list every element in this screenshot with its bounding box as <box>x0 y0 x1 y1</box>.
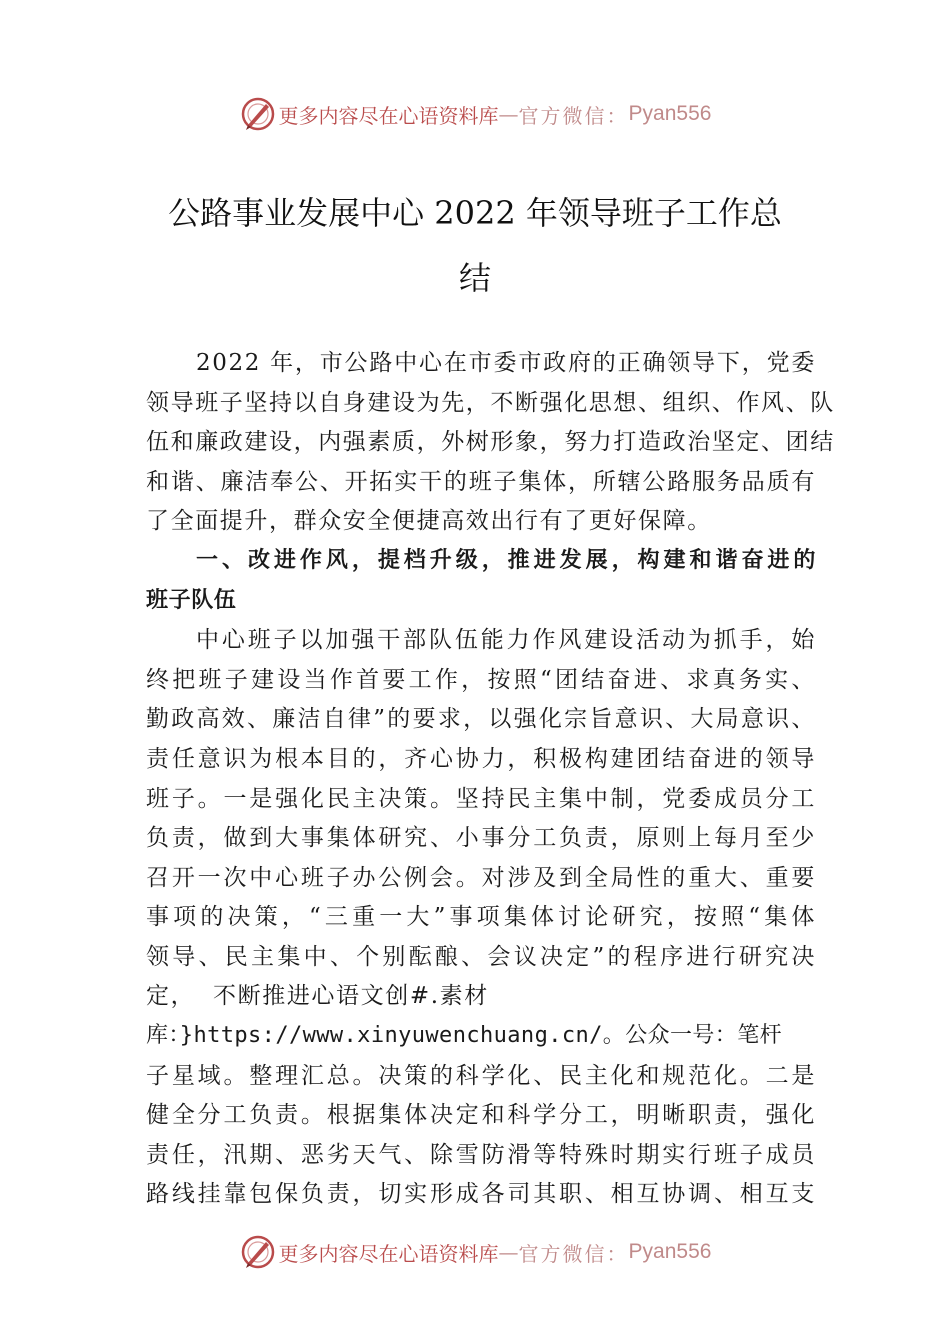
paragraph-1-line: 了全面提升，群众安全便捷高效出行有了更好保障。 <box>146 508 712 534</box>
paragraph-1-line: 和谐、廉洁奉公、开拓实干的班子集体，所辖公路服务品质有 <box>146 469 816 495</box>
paragraph-2-line: 路线挂靠包保负责，切实形成各司其职、相互协调、相互支 <box>146 1181 816 1207</box>
banner-wechat-label: 官方微信： <box>518 1241 629 1266</box>
header-banner <box>0 94 950 134</box>
paragraph-2-line: 终把班子建设当作首要工作，按照“团结奋进、求真务实、 <box>146 667 816 693</box>
banner-brand-text: 更多内容尽在心语资料库 <box>278 103 499 128</box>
paragraph-1-line: 伍和廉政建设，内强素质，外树形象，努力打造政治坚定、团结 <box>146 429 835 455</box>
paragraph-2-line: 负责，做到大事集体研究、小事分工负责，原则上每月至少 <box>146 825 816 851</box>
pen-logo-icon <box>239 1233 277 1271</box>
banner-wechat-id: Pyan556 <box>628 1240 712 1263</box>
paragraph-2-line: 定， 不断推进心语文创#.素材 <box>146 983 489 1009</box>
document-title-line-2: 结 <box>458 259 491 297</box>
pen-logo-icon <box>239 95 277 133</box>
section-heading-line: 一、改进作风，提档升级，推进发展，构建和谐奋进的 <box>196 548 816 573</box>
banner-wechat-id: Pyan556 <box>628 102 712 125</box>
section-heading-line: 班子队伍 <box>146 588 237 613</box>
document-title-line-1: 公路事业发展中心 2022 年领导班子工作总 <box>168 194 782 232</box>
paragraph-2-line: 责任，汛期、恶劣天气、除雪防滑等特殊时期实行班子成员 <box>146 1142 816 1168</box>
paragraph-2-line: 召开一次中心班子办公例会。对涉及到全局性的重大、重要 <box>146 865 816 891</box>
paragraph-2-line: 勤政高效、廉洁自律”的要求，以强化宗旨意识、大局意识、 <box>146 706 816 732</box>
banner-brand-text: 更多内容尽在心语资料库 <box>278 1241 499 1266</box>
paragraph-2-line: 中心班子以加强干部队伍能力作风建设活动为抓手，始 <box>196 627 816 653</box>
paragraph-2-line: 库：}https://www.xinyuwenchuang.cn/。公众一号：笔杆 <box>146 1023 782 1048</box>
banner-wechat-label: 官方微信： <box>518 103 629 128</box>
footer-banner <box>0 1232 950 1272</box>
paragraph-2-line: 领导、民主集中、个别酝酿、会议决定”的程序进行研究决 <box>146 944 816 970</box>
paragraph-1-line: 领导班子坚持以自身建设为先，不断强化思想、组织、作风、队 <box>146 390 835 416</box>
banner-separator: — <box>498 1240 519 1264</box>
paragraph-2-line: 事项的决策，“三重一大”事项集体讨论研究，按照“集体 <box>146 904 816 930</box>
paragraph-1-line: 2022 年，市公路中心在市委市政府的正确领导下，党委 <box>196 350 816 376</box>
paragraph-2-line: 班子。一是强化民主决策。坚持民主集中制，党委成员分工 <box>146 786 816 812</box>
paragraph-2-line: 子星域。整理汇总。决策的科学化、民主化和规范化。二是 <box>146 1063 816 1089</box>
paragraph-2-line: 健全分工负责。根据集体决定和科学分工，明晰职责，强化 <box>146 1102 816 1128</box>
paragraph-2-line: 责任意识为根本目的，齐心协力，积极构建团结奋进的领导 <box>146 746 816 772</box>
banner-separator: — <box>498 102 519 126</box>
